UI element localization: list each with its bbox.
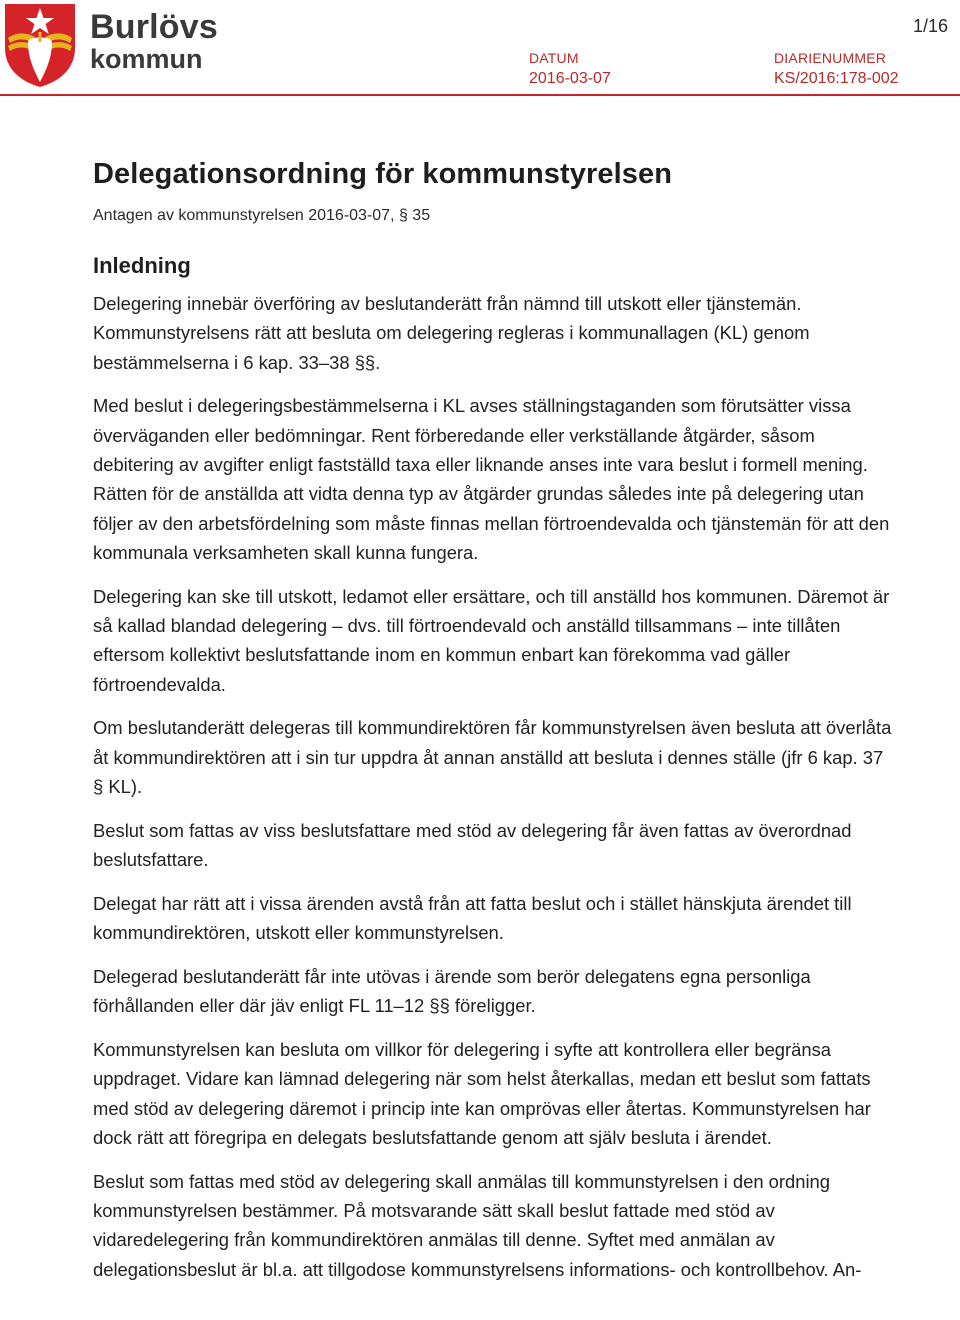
logo-name-line2: kommun <box>90 44 203 74</box>
coat-of-arms-icon <box>2 2 78 88</box>
reference-block <box>774 50 899 88</box>
reference-label: DIARIENUMMER <box>774 50 887 66</box>
page-number: 1/16 <box>912 16 948 36</box>
paragraph: Delegering innebär överföring av beslutanderätt från nämnd till utskott eller tjänstemän. Kommunstyrelsens rätt att besluta om delegering regleras i kommunallagen (KL) genom bestämmelserna i 6 kap. 33–38 §§. <box>93 293 810 373</box>
date-value: 2016-03-07 <box>529 70 611 87</box>
date-block <box>529 50 611 88</box>
paragraph: Beslut som fattas av viss beslutsfattare med stöd av delegering får även fattas av överordnad beslutsfattare. <box>93 819 852 871</box>
reference-value: KS/2016:178-002 <box>774 70 899 87</box>
logo-name-line1: Burlövs <box>90 8 218 46</box>
document-title: Delegationsordning för kommunstyrelsen <box>93 158 673 190</box>
paragraph: Om beslutanderätt delegeras till kommundirektören får kommunstyrelsen även besluta att överlåta åt kommundirektören att i sin tur uppdra åt annan anställd att besluta i dennes ställe (jfr 6 kap. 37 § KL). <box>93 717 892 797</box>
document-body <box>93 158 893 1284</box>
adoption-note: Antagen av kommunstyrelsen 2016-03-07, § 35 <box>93 207 431 224</box>
paragraph: Kommunstyrelsen kan besluta om villkor för delegering i syfte att kontrollera eller begränsa uppdraget. Vidare kan lämnad delegering när som helst återkallas, medan ett beslut som fattats med stöd av delegering däremot i princip inte kan omprövas eller återtas. Kommunstyrelsen har dock rätt att föregripa en delegats beslutsfattande genom att själv besluta i ärendet. <box>93 1039 871 1148</box>
date-label: DATUM <box>529 50 579 66</box>
header-divider <box>0 94 960 96</box>
paragraph: Beslut som fattas med stöd av delegering skall anmälas till kommunstyrelsen i den ordning kommunstyrelsen bestämmer. På motsvarande sätt skall beslut fattade med stöd av vidaredelegering från kommundirektören anmälas till denne. Syftet med anmälan av delegationsbeslut är bl.a. att tillgodose kommunstyrelsens informations- och kontrollbehov. An- <box>93 1170 862 1280</box>
paragraph: Delegering kan ske till utskott, ledamot eller ersättare, och till anställd hos kommunen. Däremot är så kallad blandad delegering – dvs. till förtroendevald och anställd tillsammans – inte tillåten eftersom kollektivt beslutsfattande inom en kommun enbart kan förekomma vad gäller förtroendevalda. <box>93 585 890 695</box>
municipality-logo <box>2 2 218 90</box>
paragraph: Delegat har rätt att i vissa ärenden avstå från att fatta beslut och i stället hänskjuta ärendet till kommundirektören, utskott eller kommunstyrelsen. <box>93 892 852 944</box>
paragraph: Med beslut i delegeringsbestämmelserna i KL avses ställningstaganden som förutsätter vissa överväganden eller bedömningar. Rent förberedande eller verkställande åtgärder, såsom debitering av avgifter enligt fastställd taxa eller liknande anses inte vara beslut i formell mening. Rätten för de anställda att vidta denna typ av åtgärder grundas således inte på delegering utan följer av den arbetsfördelning som måste finnas mellan förtroendevalda och tjänstemän för att den kommunala verksamheten skall kunna fungera. <box>93 395 890 563</box>
paragraph: Delegerad beslutanderätt får inte utövas i ärende som berör delegatens egna personliga förhållanden eller där jäv enligt FL 11–12 §§ föreligger. <box>93 965 811 1017</box>
section-heading: Inledning <box>93 253 191 278</box>
